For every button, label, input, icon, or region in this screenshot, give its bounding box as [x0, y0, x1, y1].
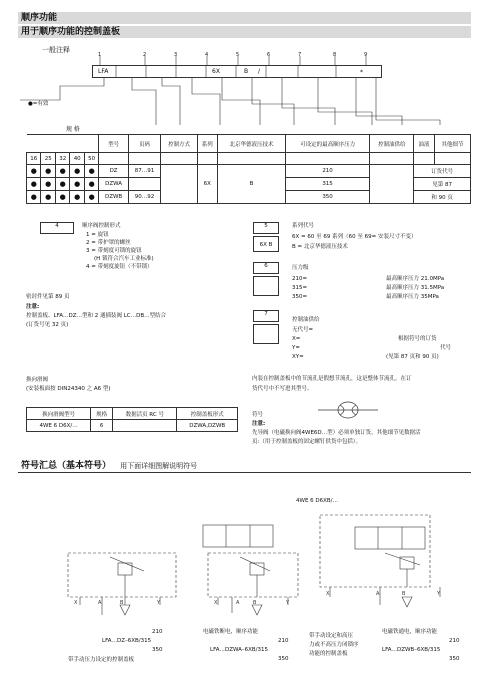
pilot-table: 换向滑阀型号 规格 数据活页 RC 号 控制盖板形式 4WE 6 D6X/… 6 DZWA,DZWB: [26, 407, 238, 432]
pos-7: 7: [298, 52, 302, 58]
box-4: 4: [40, 222, 74, 234]
symbol-line-1: 先导阀（电磁换向阀4WE6D…型）必须单独订货，其他细节见数据活: [252, 430, 421, 436]
col-type: 型号: [99, 135, 128, 153]
box-5: 5: [253, 222, 279, 234]
pressure-box: [253, 276, 279, 296]
seal-note: 密封件见第 89 页: [26, 294, 70, 300]
p2-label: 315=: [292, 285, 308, 291]
svg-text:Y: Y: [157, 600, 161, 606]
opt-2: 2 = 带护罩的螺丝: [86, 240, 131, 246]
s1-code1: 210: [152, 629, 163, 635]
s3-title-1: 带手动设定和高压: [309, 633, 354, 639]
throttle-line-1: 内装在控制盖板中的节流孔是假想节流孔，这是整体节流孔。在订: [252, 376, 412, 382]
svg-text:B: B: [253, 600, 257, 606]
control-form-title: 顺序阀控制形式: [82, 223, 121, 229]
pos-5: 5: [236, 52, 240, 58]
size-16: 16: [27, 153, 41, 165]
s1-caption: 带手动压力设定的控制盖板: [68, 657, 135, 663]
code-b: B: [244, 68, 249, 75]
ordering-label: 一般注释: [42, 46, 70, 54]
svg-text:A: A: [98, 600, 102, 606]
size-32: 32: [55, 153, 69, 165]
col-series: 系列: [197, 135, 217, 153]
opt-3: 3 = 带刻度可锁的旋钮: [86, 248, 142, 254]
col-huade: 北京华德液压技术: [217, 135, 285, 153]
c3-value: (见第 87 页和 90 页): [386, 354, 439, 360]
s4-code1: 210: [449, 638, 460, 644]
series-title: 系列代号: [292, 223, 315, 229]
s2-code2: LFA…DZWA–6XB/315: [210, 647, 269, 653]
code-star: *: [360, 69, 363, 76]
s2-code1: 210: [278, 638, 289, 644]
s2-code3: 350: [278, 656, 289, 662]
ordering-connectors: [0, 0, 481, 140]
size-group-header: 规 格: [66, 126, 80, 133]
subsection-header: 用于顺序功能的控制盖板: [18, 26, 471, 38]
opt-4: 4 = 带刻度旋钮（不带锁）: [86, 264, 153, 270]
svg-text:B: B: [120, 600, 124, 606]
s4-code2: LFA…DZWB–6XB/315: [382, 647, 441, 653]
p1-label: 210=: [292, 276, 308, 282]
svg-text:Y: Y: [437, 591, 441, 597]
note-line-2: (订货号见 32 页): [26, 322, 69, 328]
symbols-header-title: 符号汇总（基本符号）: [21, 461, 112, 471]
table-row: ● ● ● ● ● DZWA 315 见第 87: [27, 178, 471, 191]
valid-note: ●=有效: [28, 101, 49, 107]
series-line-2: B = 北京华德液压技术: [292, 244, 348, 250]
pilot-box: [253, 324, 279, 344]
c1-value: 根据符号的订货: [398, 336, 437, 342]
code-lfa: LFA: [98, 68, 109, 75]
c0: 无代号=: [292, 327, 314, 333]
c3-label: XY=: [292, 354, 304, 360]
symbol-line-2: 页:（用于控制盖板的固定螺钉供货中包括）。: [252, 439, 362, 445]
throttle-symbol-icon: [318, 400, 378, 420]
svg-text:A: A: [236, 600, 240, 606]
note-title: 注意:: [26, 304, 40, 310]
p2-value: 最高顺序压力 31.5MPa: [386, 285, 445, 291]
c2-label: Y=: [292, 345, 300, 351]
s4-title: 电磁铁通电，顺序功能: [382, 629, 438, 635]
opt-1: 1 = 旋钮: [86, 232, 109, 238]
s3-title-2: 力或不高压力闭锁序: [309, 642, 359, 648]
pilot-valve-label: 4WE 6 D6XB/…: [296, 498, 339, 504]
symbol-title: 符号: [252, 412, 264, 418]
pos-4: 4: [205, 52, 209, 58]
p3-value: 最高顺序压力 35MPa: [386, 294, 439, 300]
c2-value: 代号: [440, 345, 452, 351]
pos-6: 6: [267, 52, 271, 58]
symbols-header-sub: 用下面详细图解说明符号: [120, 462, 198, 470]
size-25: 25: [41, 153, 55, 165]
col-pressure: 可设定的最高顺序压力: [286, 135, 370, 153]
table-row: ● ● ● ● ● DZWB 90…92 350 和 90 页: [27, 191, 471, 204]
series-line-1: 6X = 60 至 69 系列（60 至 69= 安装尺寸不变）: [292, 234, 417, 240]
throttle-line-2: 货代号中不写进其型号。: [252, 386, 313, 392]
pilot-title: 换向滑阀: [26, 377, 49, 383]
col-control: 控制方式: [161, 135, 197, 153]
col-pilot: 控制油供给: [370, 135, 414, 153]
svg-text:X: X: [326, 591, 330, 597]
col-fluid: 油液: [414, 135, 434, 153]
code-slash: /: [258, 68, 261, 75]
box-6: 6: [253, 262, 279, 274]
s1-code3: 350: [152, 647, 163, 653]
size-40: 40: [70, 153, 84, 165]
note-line-1: 控制盖板、LFA…DZ…型和 2 通插装阀 LC…DB…型结合: [26, 313, 167, 319]
table-row: 4WE 6 D6X/… 6 DZWA,DZWB: [27, 420, 238, 432]
pilot-sub: (安装板面按 DIN24340 之 A6 型): [26, 386, 111, 392]
s4-code3: 350: [449, 656, 460, 662]
pilot-supply-title: 控制油供给: [292, 317, 320, 323]
pos-2: 2: [143, 52, 147, 58]
section-header: 顺序功能: [18, 12, 471, 24]
opt-3b: (H 锁符合汽车工业标准): [94, 256, 154, 262]
svg-text:X: X: [214, 600, 218, 606]
specs-table: [26, 134, 471, 204]
svg-text:Y: Y: [286, 600, 290, 606]
box-7: 7: [253, 310, 279, 322]
symbol-note: 注意:: [252, 421, 266, 427]
p1-value: 最高顺序压力 21.0MPa: [386, 276, 445, 282]
s1-code2: LFA…DZ–6XB/315: [102, 638, 152, 644]
col-page: 页码: [128, 135, 161, 153]
code-series: 6X: [212, 68, 220, 75]
pos-9: 9: [364, 52, 368, 58]
p3-label: 350=: [292, 294, 308, 300]
series-box: 6X B: [253, 236, 279, 252]
pos-3: 3: [174, 52, 178, 58]
hydraulic-schematics: [0, 505, 481, 645]
s3-title-3: 功能的控制盖板: [309, 651, 348, 657]
svg-text:A: A: [376, 591, 380, 597]
s2-title: 电磁铁断电，顺序功能: [203, 629, 259, 635]
pressure-title: 压力级: [292, 265, 309, 271]
size-50: 50: [84, 153, 98, 165]
pos-8: 8: [333, 52, 337, 58]
symbols-header: [18, 460, 471, 473]
c1-label: X=: [292, 336, 301, 342]
svg-text:X: X: [74, 600, 78, 606]
table-row: ● ● ● ● ● DZ 87…91 6X B 210 订货代号: [27, 165, 471, 178]
svg-text:B: B: [402, 591, 406, 597]
pos-1: 1: [98, 52, 102, 58]
col-other: 其他细节: [434, 135, 470, 153]
